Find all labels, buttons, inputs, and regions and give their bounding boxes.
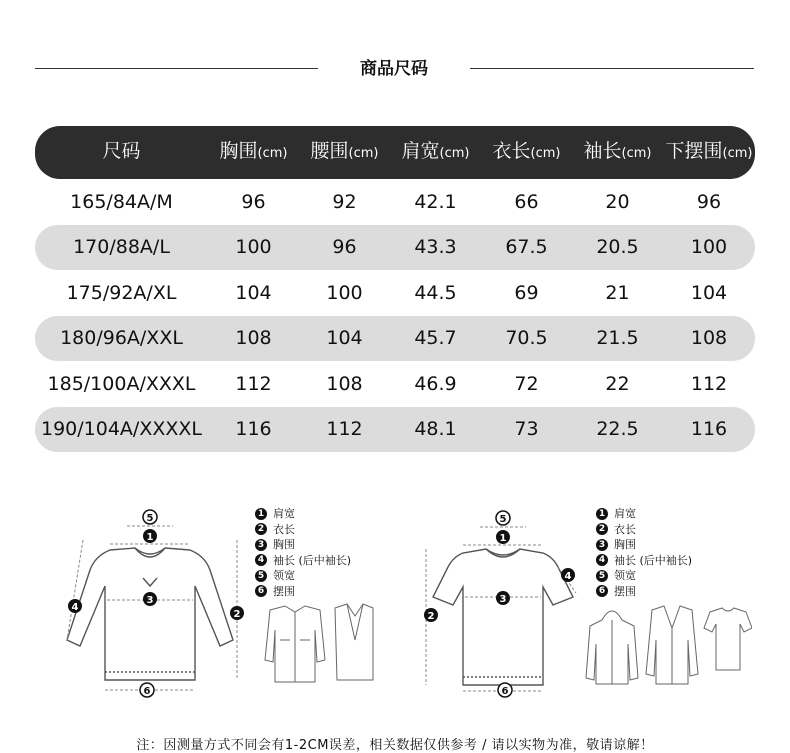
table-row (35, 179, 755, 225)
legend-item: 2 衣长 (596, 522, 692, 538)
legend-item: 3 胸围 (596, 537, 692, 553)
header-divider-left (35, 68, 318, 69)
measure-markers (68, 510, 244, 697)
section-title: 商品尺码 (360, 59, 428, 79)
table-cell: 104 (690, 281, 728, 304)
measurement-legend-left (255, 506, 351, 599)
section-header (0, 54, 790, 84)
table-cell: 67.5 (481, 225, 572, 271)
table-cell: 96 (299, 225, 390, 271)
table-row (35, 316, 755, 362)
marker-label: 3 (146, 595, 154, 606)
legend-item: 4 袖长 (后中袖长) (596, 553, 692, 569)
table-row (35, 361, 755, 407)
legend-item: 1 肩宽 (255, 506, 351, 522)
column-header-sleeve: 袖长(cm) (572, 126, 663, 179)
table-cell: 69 (514, 281, 539, 304)
table-cell: 170/88A/L (35, 225, 208, 271)
jacket-sketch (265, 606, 325, 682)
cardigan-sketch (646, 606, 698, 684)
table-cell: 100 (326, 281, 363, 304)
hoodie-cardigan-tee-sketches (582, 600, 752, 690)
table-cell: 21.5 (572, 316, 663, 362)
marker-label: 6 (501, 686, 509, 697)
marker-label: 5 (499, 514, 507, 525)
sweatshirt-outline (67, 548, 233, 680)
measure-guides (426, 527, 576, 691)
table-cell: 22 (605, 372, 630, 395)
table-cell: 100 (663, 225, 755, 271)
table-cell: 112 (690, 372, 728, 395)
table-cell: 116 (663, 407, 755, 453)
table-cell: 46.9 (414, 372, 457, 395)
marker-label: 2 (427, 611, 435, 622)
table-header-row (35, 126, 755, 179)
legend-item: 6 摆围 (596, 584, 692, 600)
column-header-length: 衣长(cm) (481, 126, 572, 179)
tshirt-outline (433, 549, 573, 685)
table-cell: 108 (208, 316, 299, 362)
table-cell: 108 (326, 372, 363, 395)
size-chart-table (35, 126, 755, 452)
sweatshirt-measurement-diagram (55, 500, 255, 700)
legend-item: 2 衣长 (255, 522, 351, 538)
table-cell: 180/96A/XXL (35, 316, 208, 362)
table-cell: 190/104A/XXXXL (35, 407, 208, 453)
table-cell: 72 (514, 372, 539, 395)
tee-sketch (704, 608, 752, 670)
jacket-sketches (255, 600, 375, 690)
table-cell: 43.3 (390, 225, 481, 271)
legend-item: 4 袖长 (后中袖长) (255, 553, 351, 569)
measure-guides (67, 526, 237, 690)
table-cell: 112 (235, 372, 272, 395)
table-cell: 112 (299, 407, 390, 453)
table-cell: 21 (605, 281, 630, 304)
table-cell: 70.5 (481, 316, 572, 362)
measurement-disclaimer: 注：因测量方式不同会有1-2CM误差，相关数据仅供参考 / 请以实物为准，敬请谅解！ (136, 738, 654, 753)
marker-label: 1 (146, 532, 154, 543)
marker-label: 4 (564, 571, 572, 582)
column-header-hem: 下摆围(cm) (663, 126, 755, 179)
legend-item: 5 领宽 (255, 568, 351, 584)
column-header-chest: 胸围(cm) (208, 126, 299, 179)
table-cell: 22.5 (572, 407, 663, 453)
marker-label: 1 (499, 533, 507, 544)
legend-item: 6 摆围 (255, 584, 351, 600)
legend-item: 1 肩宽 (596, 506, 692, 522)
blazer-sketch (335, 604, 373, 680)
marker-label: 2 (233, 609, 241, 620)
table-cell: 96 (241, 190, 266, 213)
table-cell: 73 (481, 407, 572, 453)
table-row (35, 407, 755, 453)
hoodie-sketch (586, 611, 638, 684)
marker-label: 4 (71, 602, 79, 613)
marker-label: 6 (143, 686, 151, 697)
table-row (35, 225, 755, 271)
legend-item: 3 胸围 (255, 537, 351, 553)
table-row (35, 270, 755, 316)
table-cell: 104 (235, 281, 272, 304)
table-cell: 116 (208, 407, 299, 453)
tshirt-measurement-diagram (418, 505, 588, 700)
table-cell: 165/84A/M (70, 190, 173, 213)
measurement-legend-right (596, 506, 692, 599)
table-cell: 66 (514, 190, 539, 213)
table-cell: 92 (332, 190, 357, 213)
table-cell: 175/92A/XL (66, 281, 177, 304)
table-cell: 44.5 (414, 281, 457, 304)
header-divider-right (470, 68, 754, 69)
legend-item: 5 领宽 (596, 568, 692, 584)
column-header-waist: 腰围(cm) (299, 126, 390, 179)
table-cell: 96 (696, 190, 722, 213)
table-cell: 20 (605, 190, 630, 213)
marker-label: 3 (499, 594, 507, 605)
table-cell: 20.5 (572, 225, 663, 271)
column-header-shoulder: 肩宽(cm) (390, 126, 481, 179)
table-cell: 42.1 (414, 190, 457, 213)
table-cell: 108 (663, 316, 755, 362)
table-cell: 45.7 (390, 316, 481, 362)
column-header-size: 尺码 (35, 126, 208, 179)
table-cell: 100 (208, 225, 299, 271)
marker-label: 5 (146, 513, 154, 524)
table-cell: 48.1 (390, 407, 481, 453)
table-cell: 185/100A/XXXL (47, 372, 196, 395)
table-cell: 104 (299, 316, 390, 362)
